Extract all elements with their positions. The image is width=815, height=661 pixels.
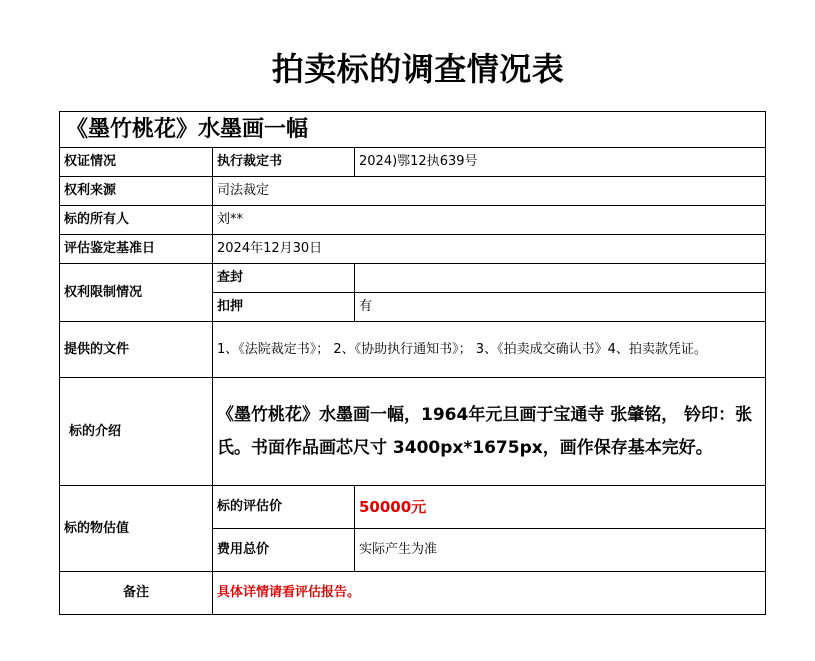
- survey-table: [59, 111, 766, 615]
- fee-value: 实际产生为准: [355, 529, 766, 572]
- seal-value: [355, 264, 766, 293]
- remarks-label: 备注: [60, 572, 213, 615]
- page-title: 拍卖标的调查情况表: [271, 50, 565, 88]
- documents-label: 提供的文件: [60, 322, 213, 378]
- fee-label: 费用总价: [213, 529, 355, 572]
- introduction-label: 标的介绍: [60, 378, 213, 486]
- table-row-valuation-date: [60, 235, 766, 264]
- introduction-value: 《墨竹桃花》水墨画一幅，1964年元旦画于宝通寺 张肇铭， 钤印：张氏。书面作品画芯尺寸 3400px*1675px，画作保存基本完好。: [213, 378, 766, 486]
- ownership-cert-value: 2024)鄂12执639号: [355, 148, 766, 177]
- ownership-cert-label: 权证情况: [60, 148, 213, 177]
- remarks-value: 具体详情请看评估报告。: [213, 572, 766, 615]
- table-row-introduction: [60, 378, 766, 486]
- owner-value: 刘**: [213, 206, 766, 235]
- price-value: 50000元: [355, 486, 766, 529]
- table-row-restriction-seal: [60, 264, 766, 293]
- item-caption: 《墨竹桃花》水墨画一幅: [60, 112, 766, 148]
- table-row-ownership-cert: [60, 148, 766, 177]
- seal-label: 查封: [213, 264, 355, 293]
- valuation-label: 标的物估值: [60, 486, 213, 572]
- rights-source-value: 司法裁定: [213, 177, 766, 206]
- ownership-cert-sublabel: 执行裁定书: [213, 148, 355, 177]
- owner-label: 标的所有人: [60, 206, 213, 235]
- price-label: 标的评估价: [213, 486, 355, 529]
- table-row-remarks: [60, 572, 766, 615]
- table-row-valuation-price: [60, 486, 766, 529]
- documents-value: 1、《法院裁定书》； 2、《协助执行通知书》； 3、《拍卖成交确认书》4、拍卖款凭证。: [213, 322, 766, 378]
- pledge-value: 有: [355, 293, 766, 322]
- valuation-date-value: 2024年12月30日: [213, 235, 766, 264]
- restrictions-label: 权利限制情况: [60, 264, 213, 322]
- table-row-caption: [60, 112, 766, 148]
- table-row-documents: [60, 322, 766, 378]
- pledge-label: 扣押: [213, 293, 355, 322]
- table-row-owner: [60, 206, 766, 235]
- table-row-rights-source: [60, 177, 766, 206]
- valuation-date-label: 评估鉴定基准日: [60, 235, 213, 264]
- rights-source-label: 权利来源: [60, 177, 213, 206]
